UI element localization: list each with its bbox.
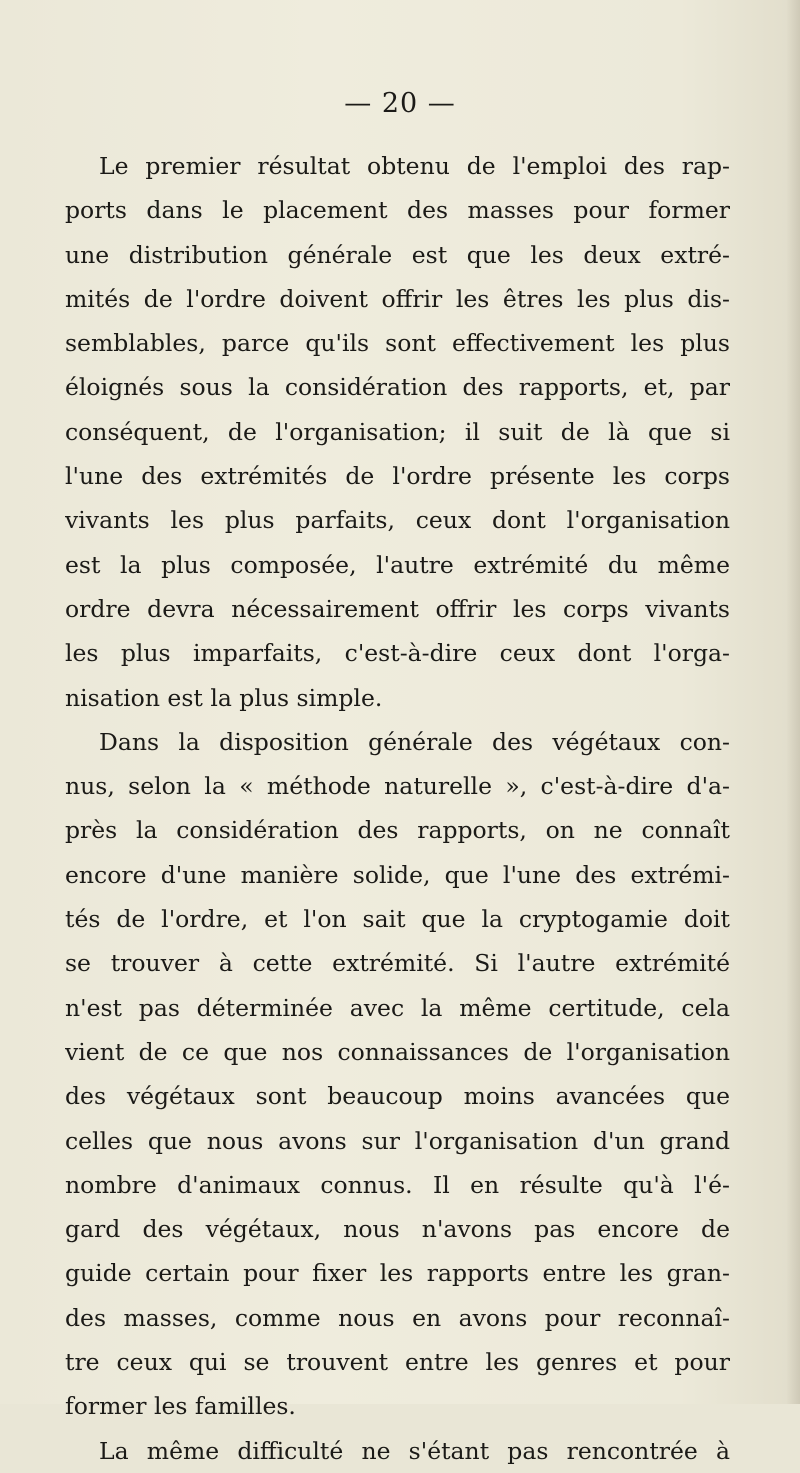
text-line: mités de l'ordre doivent offrir les êtres les plus dis-	[65, 284, 730, 313]
text-line: celles que nous avons sur l'organisation d'un grand	[65, 1126, 730, 1155]
text-line: semblables, parce qu'ils sont effectivement les plus	[65, 329, 730, 358]
page-number: — 20 —	[344, 88, 456, 119]
text-line: les plus imparfaits, c'est-à-dire ceux dont l'orga-	[65, 639, 730, 668]
text-line: gard des végétaux, nous n'avons pas encore de	[65, 1215, 730, 1244]
text-line: près la considération des rapports, on ne connaît	[65, 816, 730, 845]
text-line: guide certain pour fixer les rapports entre les gran-	[65, 1259, 730, 1288]
body-text	[65, 144, 730, 1473]
text-line: des masses, comme nous en avons pour reconnaî-	[65, 1303, 730, 1332]
text-line: vivants les plus parfaits, ceux dont l'organisation	[65, 506, 730, 535]
text-line: conséquent, de l'organisation; il suit de là que si	[65, 417, 730, 446]
text-line: nus, selon la « méthode naturelle », c'est-à-dire d'a-	[65, 772, 730, 801]
text-line: est la plus composée, l'autre extrémité du même	[65, 550, 730, 579]
text-line: ordre devra nécessairement offrir les corps vivants	[65, 594, 730, 623]
text-line: vient de ce que nos connaissances de l'organisation	[65, 1037, 730, 1066]
text-line: l'une des extrémités de l'ordre présente les corps	[65, 462, 730, 491]
text-line: La même difficulté ne s'étant pas rencontrée à	[99, 1436, 730, 1465]
text-line: nisation est la plus simple.	[65, 683, 383, 712]
page-edge-shadow	[786, 0, 800, 1404]
text-line: ports dans le placement des masses pour former	[65, 196, 730, 225]
text-line: se trouver à cette extrémité. Si l'autre extrémité	[65, 949, 730, 978]
text-line: éloignés sous la considération des rapports, et, par	[65, 373, 730, 402]
text-line: encore d'une manière solide, que l'une des extrémi-	[65, 860, 730, 889]
text-line: tre ceux qui se trouvent entre les genres et pour	[65, 1348, 730, 1377]
text-line: tés de l'ordre, et l'on sait que la cryptogamie doit	[65, 905, 730, 934]
text-line: des végétaux sont beaucoup moins avancées que	[65, 1082, 730, 1111]
text-line: Le premier résultat obtenu de l'emploi des rap-	[99, 152, 730, 180]
text-line: n'est pas déterminée avec la même certitude, cela	[65, 993, 730, 1022]
text-line: une distribution générale est que les deux extré-	[65, 240, 730, 269]
text-line: nombre d'animaux connus. Il en résulte qu'à l'é-	[65, 1170, 730, 1199]
text-line: former les familles.	[65, 1392, 296, 1421]
text-line: Dans la disposition générale des végétaux con-	[99, 727, 730, 756]
